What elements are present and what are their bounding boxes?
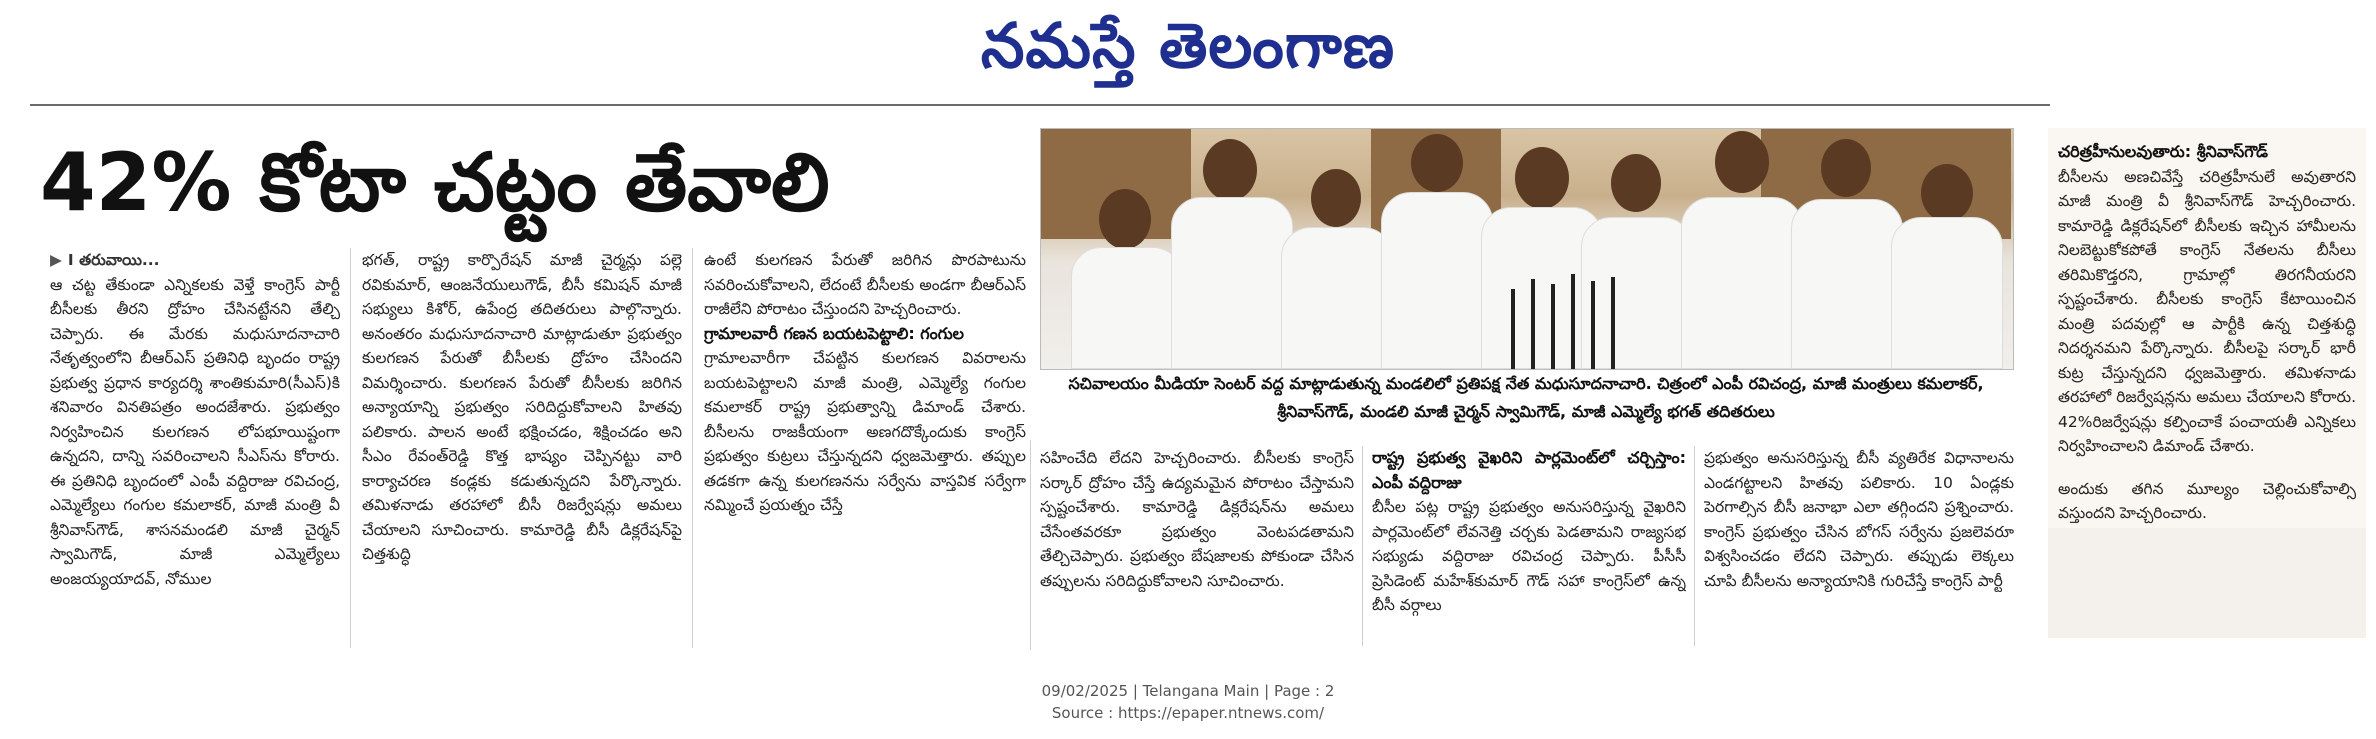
subheading-gangula: గ్రామాలవారీ గణన బయటపెట్టాలి: గంగుల: [704, 323, 964, 343]
footer-date-line: 09/02/2025 | Telangana Main | Page : 2: [1041, 682, 1335, 700]
photo-caption: సచివాలయం మీడియా సెంటర్ వద్ద మాట్లాడుతున్న మండలిలో ప్రతిపక్ష నేత మధుసూదనాచారి. చిత్రంలో ఎంపీ రవిచంద్ర, మాజీ మంత్రులు కమలాకర్, శ్రీనివాస్‌గౌడ్, మండలి మాజీ చైర్మన్ స్వామిగౌడ్, మాజీ ఎమ్మెల్యే భగత్ తదితరులు: [1068, 374, 1984, 421]
sidebar-after-text: అందుకు తగిన మూల్యం చెల్లించుకోవాల్సి వస్తుందని హెచ్చరించారు.: [2058, 479, 2356, 522]
masthead-logo: నమస్తే తెలంగాణ: [980, 9, 1396, 82]
column-2-text: భగత్, రాష్ట్ర కార్పొరేషన్ మాజీ చైర్మన్లు పల్లె రవికుమార్, ఆంజనేయులుగౌడ్, బీసీ కమిషన్ మాజీ సభ్యులు కిశోర్, ఉపేంద్ర తదితరులు పాల్గొన్నారు. అనంతరం మధుసూదనాచారి మాట్లాడుతూ ప్రభుత్వం కులగణన పేరుతో బీసీలకు ద్రోహం చేసిందని విమర్శించారు. కులగణన పేరుతో బీసీలకు జరిగిన అన్యాయాన్ని ప్రభుత్వం సరిదిద్దుకోవాలని హితవు పలికారు. పాలన అంటే భక్షించడం, శిక్షించడం అని సీఎం రేవంత్‌రెడ్డి కొత్త భాష్యం చెప్పినట్టు వారి కార్యాచరణ కండ్లకు కడుతున్నదని పేర్కొన్నారు. తమిళనాడు తరహాలో బీసీ రిజర్వేషన్లు అమలు చేయాలని సూచించారు. కామారెడ్డి బీసీ డిక్లరేషన్‌పై చిత్తశుద్ధి: [362, 251, 682, 563]
article-column-2: [362, 248, 682, 658]
news-photo: [1040, 128, 2014, 370]
column-divider: [1030, 440, 1031, 650]
footer-source-line: Source : https://epaper.ntnews.com/: [1051, 704, 1325, 722]
article-column-4: [1040, 446, 1354, 656]
article-column-1: [50, 248, 340, 658]
sidebar-text: బీసీలను అణచివేస్తే చరిత్రహీనులే అవుతారని మాజీ మంత్రి వీ శ్రీనివాస్‌గౌడ్ హెచ్చరించారు. కామారెడ్డి డిక్లరేషన్‌లో బీసీలకు ఇచ్చిన హామీలను నిలబెట్టుకోకపోతే కాంగ్రెస్ నేతలను బీసీలు తరిమికొడ్తరని, గ్రామాల్లో తిరగనీయరని స్పష్టంచేశారు. బీసీలకు కాంగ్రెస్ కేటాయించిన మంత్రి పదవుల్లో ఆ పార్టీకి ఉన్న చిత్తశుద్ధి నిదర్శనమని పేర్కొన్నారు. బీసీలపై సర్కార్ భారీ కుట్ర చేస్తున్నదని ధ్వజమెత్తారు. తమిళనాడు తరహాలో రిజర్వేషన్లను అమలు చేయాలని కోరారు. 42%రిజర్వేషన్లు కల్పించాకే పంచాయతీ ఎన్నికలు నిర్వహించాలని డిమాండ్ చేశారు.: [2058, 167, 2356, 455]
article-column-6: [1704, 446, 2014, 656]
article-column-3: [704, 248, 1026, 658]
column-3-text: ఉంటే కులగణన పేరుతో జరిగిన పొరపాటును సవరించుకోవాలని, లేదంటే బీసీలకు అండగా బీఆర్ఎస్ రాజీలేని పోరాటం చేస్తుందని హెచ్చరించారు.: [704, 251, 1026, 318]
column-divider: [350, 248, 351, 648]
column-divider: [1694, 446, 1695, 646]
column-divider: [1362, 446, 1363, 646]
sidebar-article: [2058, 140, 2356, 640]
column-3-sub-text: గ్రామాలవారీగా చేపట్టిన కులగణన వివరాలను బయటపెట్టాలని మాజీ మంత్రి, ఎమ్మెల్యే గంగుల కమలాకర్ రాష్ట్ర ప్రభుత్వాన్ని డిమాండ్ చేశారు. బీసీలను రాజకీయంగా అణగదొక్కేందుకు కాంగ్రెస్ ప్రభుత్వం కుట్రలు చేస్తున్నదని ధ్వజమెత్తారు. తప్పుల తడకగా ఉన్న కులగణనను సర్వేను వాస్తవిక సర్వేగా నమ్మించే ప్రయత్నం చేస్తే: [704, 349, 1026, 514]
column-6-text: ప్రభుత్వం అనుసరిస్తున్న బీసీ వ్యతిరేక విధానాలను ఎండగట్టాలని హితవు పలికారు. 10 ఏండ్లకు పెరగాల్సిన బీసీ జనాభా ఎలా తగ్గిందని ప్రశ్నించారు. కాంగ్రెస్ ప్రభుత్వం చేసిన బోగస్ సర్వేను ప్రజలెవరూ విశ్వసించడం లేదని చెప్పారు. తప్పుడు లెక్కలు చూపి బీసీలను అన్యాయానికి గురిచేస్తే కాంగ్రెస్ పార్టీ: [1704, 449, 2014, 590]
footer: [0, 680, 2376, 724]
header-rule: [30, 104, 2050, 106]
column-4-text: సహించేది లేదని హెచ్చరించారు. బీసీలకు కాంగ్రెస్ సర్కార్ ద్రోహం చేస్తే ఉద్యమమైన పోరాటం చేస్తామని స్పష్టంచేశారు. కామారెడ్డి డిక్లరేషన్‌ను అమలు చేసేంతవరకూ ప్రభుత్వం వెంటపడతామని తేల్చిచెప్పారు. ప్రభుత్వం బేషజాలకు పోకుండా చేసిన తప్పులను సరిదిద్దుకోవాలని సూచించారు.: [1040, 449, 1354, 590]
sidebar-title: చరిత్రహీనులవుతారు: శ్రీనివాస్‌గౌడ్: [2058, 142, 2268, 161]
column-1-text: ఆ చట్ట తేకుండా ఎన్నికలకు వెళ్తే కాంగ్రెస్ పార్టీ బీసీలకు తీరని ద్రోహం చేసినట్టేనని తేల్చి చెప్పారు. ఈ మేరకు మధుసూదనాచారి నేతృత్వంలోని బీఆర్ఎస్ ప్రతినిధి బృందం రాష్ట్ర ప్రభుత్వ ప్రధాన కార్యదర్శి శాంతికుమారి(సీఎస్)కి శనివారం వినతిపత్రం అందజేశారు. ప్రభుత్వం నిర్వహించిన కులగణన లోపభూయిష్టంగా ఉన్నదని, దాన్ని సవరించాలని సీఎస్‌ను కోరారు. ఈ ప్రతినిధి బృందంలో ఎంపీ వద్దిరాజు రవిచంద్ర, ఎమ్మెల్యేలు గంగుల కమలాకర్, మాజీ మంత్రి వీ శ్రీనివాస్‌గౌడ్, శాసనమండలి మాజీ చైర్మన్ స్వామిగౌడ్, మాజీ ఎమ్మెల్యేలు అంజయ్యయాదవ్, నోముల: [50, 275, 340, 588]
article-column-5: [1372, 446, 1686, 656]
column-5-text: బీసీల పట్ల రాష్ట్ర ప్రభుత్వం అనుసరిస్తున్న వైఖరిని పార్లమెంట్‌లో లేవనెత్తి చర్చకు పెడతామని రాజ్యసభ సభ్యుడు వద్దిరాజు రవిచంద్ర చెప్పారు. పీసీసీ ప్రెసిడెంట్ మహేశ్‌కుమార్ గౌడ్ సహా కాంగ్రెస్‌లో ఉన్న బీసీ వర్గాలు: [1372, 498, 1686, 614]
kicker-label: I తరువాయి...: [67, 251, 160, 269]
column-divider: [692, 248, 693, 648]
subheading-vaddiraju: రాష్ట్ర ప్రభుత్వ వైఖరిని పార్లమెంట్‌లో చర్చిస్తాం: ఎంపీ వద్దిరాజు: [1372, 448, 1686, 492]
headline: 42% కోటా చట్టం తేవాలి: [40, 136, 830, 229]
arrow-icon: ▶: [50, 251, 62, 269]
